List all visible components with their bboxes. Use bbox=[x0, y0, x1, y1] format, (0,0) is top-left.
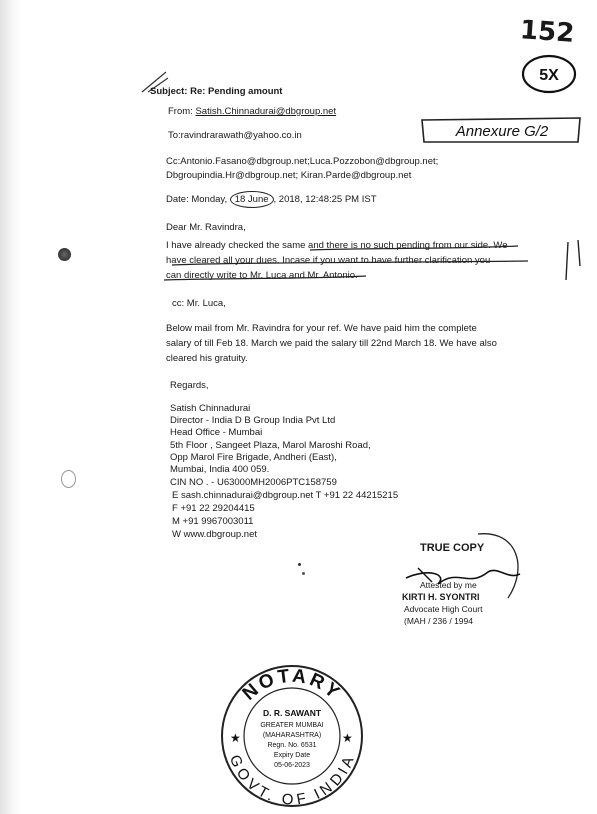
scan-left-edge bbox=[0, 0, 22, 814]
true-copy: TRUE COPY bbox=[420, 542, 485, 554]
advocate-reg: (MAH / 236 / 1994 bbox=[404, 616, 473, 626]
punch-hole-faint bbox=[61, 470, 76, 488]
email-subject: Subject: Re: Pending amount bbox=[150, 86, 283, 97]
seal-bottom-text: GOVT. OF INDIA bbox=[225, 752, 359, 808]
regards: Regards, bbox=[170, 380, 209, 391]
date-circled: 18 June bbox=[230, 191, 274, 208]
dot-mark bbox=[302, 572, 305, 575]
seal-name: D. R. SAWANT bbox=[262, 708, 322, 718]
sig-addr3: Mumbai, India 400 059. bbox=[170, 464, 270, 475]
date-prefix: Date: Monday, bbox=[166, 194, 230, 205]
cc-luca: cc: Mr. Luca, bbox=[172, 298, 226, 309]
date-suffix: , 2018, 12:48:25 PM IST bbox=[273, 194, 377, 205]
from-label: From: bbox=[168, 106, 196, 117]
body1-line2: have cleared all your dues. Incase if you want to have further clarification you bbox=[166, 255, 491, 266]
sig-name: Satish Chinnadurai bbox=[170, 403, 251, 414]
advocate-name: KIRTI H. SYONTRI bbox=[402, 592, 480, 602]
sig-email-phone: E sash.chinnadurai@dbgroup.net T +91 22 44215215 bbox=[172, 490, 399, 501]
sig-title: Director - India D B Group India Pvt Ltd bbox=[170, 415, 336, 426]
body2-line2: salary of till Feb 18. March we paid the salary till 22nd March 18. We have also bbox=[166, 338, 497, 349]
svg-text:NOTARY bbox=[239, 666, 346, 705]
email-date bbox=[166, 194, 377, 205]
seal-expiry-label: Expiry Date bbox=[273, 752, 311, 759]
email-cc-line1: Cc:Antonio.Fasano@dbgroup.net;Luca.Pozzobon@dbgroup.net; bbox=[166, 156, 439, 167]
dot-mark bbox=[298, 563, 301, 566]
email-greeting: Dear Mr. Ravindra, bbox=[166, 222, 246, 233]
circled-mark bbox=[518, 52, 580, 96]
sig-cin: CIN NO . - U63000MH2006PTC158759 bbox=[170, 477, 337, 488]
seal-top-text: NOTARY bbox=[238, 665, 346, 705]
sig-fax: F +91 22 29204415 bbox=[172, 503, 255, 514]
sig-mobile: M +91 9967003011 bbox=[172, 516, 254, 527]
body2-line3: cleared his gratuity. bbox=[166, 353, 248, 364]
seal-star-right: ★ bbox=[342, 731, 353, 745]
seal-state: (MAHARASHTRA) bbox=[262, 732, 322, 739]
email-to: To:ravindrarawath@yahoo.co.in bbox=[168, 130, 302, 141]
notary-seal bbox=[218, 658, 366, 808]
punch-hole bbox=[58, 248, 71, 261]
email-cc-line2: Dbgroupindia.Hr@dbgroup.net; Kiran.Parde@dbgroup.net bbox=[166, 170, 412, 181]
advocate-role: Advocate High Court bbox=[404, 604, 483, 614]
body1-line3: can directly write to Mr. Luca and Mr. Antonio. bbox=[166, 270, 358, 281]
body2-line1: Below mail from Mr. Ravindra for your ref. We have paid him the complete bbox=[166, 323, 477, 334]
svg-text:GOVT. OF INDIA bbox=[226, 753, 358, 808]
seal-regn: Regn. No. 6531 bbox=[267, 742, 317, 749]
from-address-link[interactable]: Satish.Chinnadurai@dbgroup.net bbox=[195, 106, 337, 117]
sig-addr2: Opp Marol Fire Brigade, Andheri (East), bbox=[170, 452, 337, 463]
seal-expiry-date: 05-06-2023 bbox=[274, 762, 310, 769]
page-number: 152 bbox=[519, 15, 576, 49]
hand-underlines bbox=[160, 240, 596, 288]
seal-star-left: ★ bbox=[230, 731, 241, 745]
circled-mark-text: 5X bbox=[539, 67, 559, 84]
body1-line1: I have already checked the same and there is no such pending from our side. We bbox=[166, 240, 508, 251]
sig-web-link[interactable]: W www.dbgroup.net bbox=[172, 529, 258, 540]
annexure-label: Annexure G/2 bbox=[455, 123, 549, 140]
email-from bbox=[168, 106, 336, 117]
sig-office: Head Office - Mumbai bbox=[170, 427, 263, 438]
sig-addr1: 5th Floor , Sangeet Plaza, Marol Maroshi Road, bbox=[170, 440, 371, 451]
seal-city: GREATER MUMBAI bbox=[260, 722, 324, 729]
attested-by: Attested by me bbox=[420, 580, 477, 590]
annexure-stamp bbox=[418, 112, 586, 146]
